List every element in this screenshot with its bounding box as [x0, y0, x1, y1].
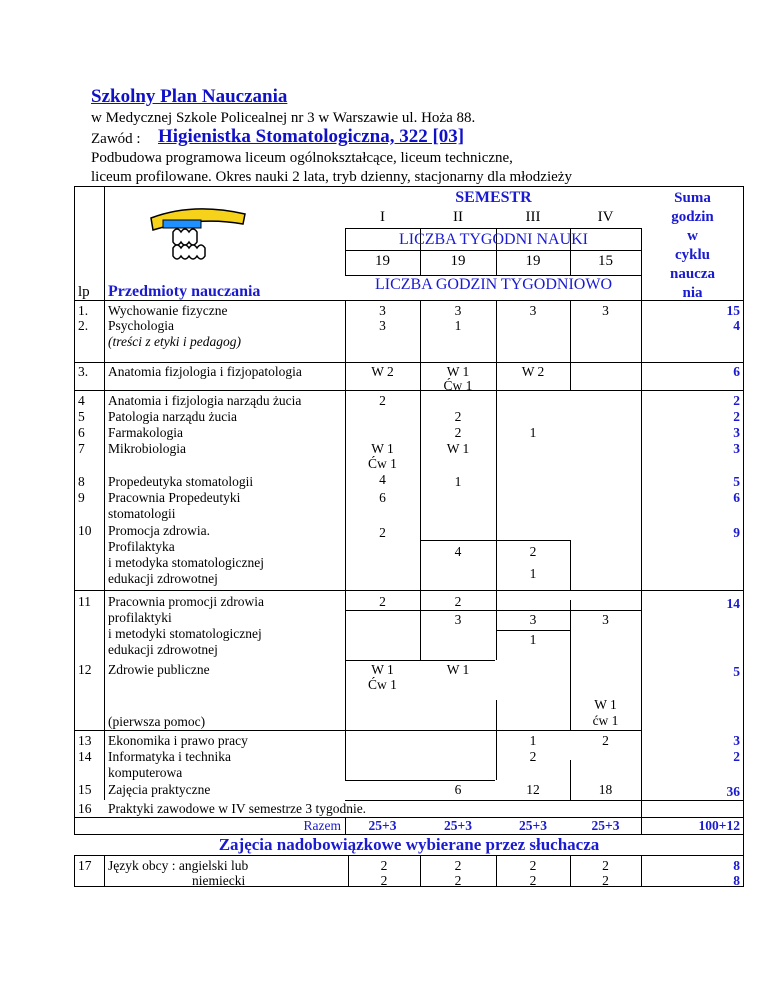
cell-sum: 3 — [733, 441, 740, 456]
subject-note: (treści z etyki i pedagog) — [108, 334, 241, 349]
cell-s1: W 1 — [371, 662, 394, 677]
lp-cell: 7 — [78, 441, 85, 456]
nadobowiazkowe-heading: Zajęcia nadobowiązkowe wybierane przez słuchacza — [218, 835, 600, 854]
subject-name: Anatomia i fizjologia narządu żucia — [108, 393, 302, 408]
subject-name: profilaktyki — [108, 610, 172, 625]
cell-s2: 2 — [454, 858, 462, 873]
subject-name: Mikrobiologia — [108, 441, 186, 456]
liczba-tygodni: LICZBA TYGODNI NAUKI — [398, 231, 589, 248]
razem-s1: 25+3 — [368, 818, 397, 833]
lp-header: lp — [78, 284, 90, 300]
lp-cell: 17 — [78, 858, 92, 873]
lp-cell: 13 — [78, 733, 92, 748]
subject-name: i metodyka stomatologicznej — [108, 555, 264, 570]
sem-2: II — [453, 209, 463, 225]
subject-name: Farmakologia — [108, 425, 183, 440]
tyg-4: 15 — [598, 253, 613, 269]
subject-name: Pracownia promocji zdrowia — [108, 594, 264, 609]
lp-cell: 5 — [78, 409, 85, 424]
cell-s1: Ćw 1 — [368, 456, 397, 471]
subject-name: Zajęcia praktyczne — [108, 782, 211, 797]
lp-cell: 3. — [78, 364, 89, 379]
cell-s3: 1 — [529, 632, 537, 647]
lp-cell: 16 — [78, 801, 92, 816]
cell-sum: 5 — [733, 474, 740, 489]
cell-sum: 36 — [726, 784, 740, 799]
cell-s3: 1 — [529, 566, 537, 581]
subject-name: niemiecki — [192, 873, 246, 888]
cell-sum: 6 — [733, 364, 740, 379]
sem-4: IV — [597, 209, 614, 225]
cell-s3: 12 — [526, 782, 540, 797]
cell-s4: 3 — [602, 303, 609, 318]
cell-s3: W 2 — [521, 364, 545, 379]
cell-sum: 8 — [733, 858, 740, 873]
cell-s2: 6 — [454, 782, 462, 797]
subject-name: Promocja zdrowia. — [108, 523, 210, 538]
zawod-label: Zawód : — [91, 131, 141, 147]
subject-name: Zdrowie publiczne — [108, 662, 210, 677]
subject-name: stomatologii — [108, 506, 176, 521]
cell-s1: W 2 — [371, 364, 394, 379]
subject-name: Ekonomika i prawo pracy — [108, 733, 248, 748]
cell-s3: 2 — [529, 544, 537, 559]
cell-sum: 4 — [733, 318, 740, 333]
przedmioty-header: Przedmioty nauczania — [108, 283, 261, 300]
cell-s1: 3 — [379, 303, 386, 318]
cell-sum: 8 — [733, 873, 740, 888]
podbudowa-line-1: Podbudowa programowa liceum ogólnokształcące, liceum techniczne, — [91, 150, 513, 166]
subject-name: edukacji zdrowotnej — [108, 642, 218, 657]
cell-s2: 3 — [454, 612, 462, 627]
lp-cell: 11 — [78, 594, 91, 609]
lp-cell: 15 — [78, 782, 92, 797]
cell-s2: W 1 — [446, 364, 470, 379]
cell-s4: 2 — [602, 858, 609, 873]
subject-name: Pracownia Propedeutyki — [108, 490, 241, 505]
cell-s3: 3 — [529, 612, 537, 627]
razem-sum: 100+12 — [698, 818, 740, 833]
cell-s4: 3 — [602, 612, 609, 627]
cell-s2: 2 — [454, 409, 462, 424]
page-title: Szkolny Plan Nauczania — [91, 86, 288, 107]
cell-s3: 3 — [529, 303, 537, 318]
subject-name: Język obcy : angielski lub — [108, 858, 249, 873]
subject-note: (pierwsza pomoc) — [108, 714, 206, 729]
lp-cell: 1. — [78, 303, 89, 318]
cell-sum: 15 — [726, 303, 740, 318]
subject-name: Wychowanie fizyczne — [108, 303, 228, 318]
subject-name: Psychologia — [108, 318, 174, 333]
lp-cell: 8 — [78, 474, 85, 489]
lp-cell: 2. — [78, 318, 89, 333]
cell-s3: 2 — [529, 858, 537, 873]
cell-s1: 2 — [379, 594, 386, 609]
cell-s4: W 1 — [594, 697, 617, 712]
subject-name: i metodyki stomatologicznej — [108, 626, 262, 641]
subject-name: Propedeutyka stomatologii — [108, 474, 254, 489]
cell-s2: 2 — [454, 594, 462, 609]
zawod-value: Higienistka Stomatologiczna, 322 [03] — [158, 126, 465, 147]
cell-s2: W 1 — [446, 662, 470, 677]
subject-name: edukacji zdrowotnej — [108, 571, 218, 586]
lp-cell: 10 — [78, 523, 92, 538]
cell-s4: 2 — [602, 733, 609, 748]
toothbrush-teeth-icon — [143, 200, 253, 270]
cell-sum: 2 — [733, 393, 740, 408]
lp-cell: 12 — [78, 662, 92, 677]
tyg-3: 19 — [525, 253, 541, 269]
cell-s4: 2 — [602, 873, 609, 888]
cell-s2: 4 — [454, 544, 462, 559]
cell-sum: 9 — [733, 525, 740, 540]
tyg-1: 19 — [375, 253, 390, 269]
subject-name: Profilaktyka — [108, 539, 175, 554]
cell-s4: ćw 1 — [592, 713, 619, 728]
cell-s1: 3 — [379, 318, 386, 333]
tyg-2: 19 — [450, 253, 466, 269]
razem-s2: 25+3 — [444, 818, 472, 833]
cell-s2: 1 — [454, 474, 462, 489]
lp-cell: 4 — [78, 393, 85, 408]
subject-name: komputerowa — [108, 765, 183, 780]
subject-name: Praktyki zawodowe w IV semestrze 3 tygodnie. — [108, 801, 367, 816]
lp-cell: 9 — [78, 490, 85, 505]
cell-s1: W 1 — [371, 441, 394, 456]
cell-s1: 4 — [379, 472, 386, 487]
cell-s2: 3 — [454, 303, 462, 318]
cell-s1: Ćw 1 — [368, 677, 397, 692]
subject-name: Patologia narządu żucia — [108, 409, 237, 424]
razem-label: Razem — [303, 818, 341, 833]
cell-sum: 14 — [726, 596, 740, 611]
cell-s2: Ćw 1 — [443, 378, 473, 393]
semestr-header: SEMESTR — [455, 189, 532, 206]
cell-sum: 2 — [733, 749, 740, 764]
subject-name: Anatomia fizjologia i fizjopatologia — [108, 364, 302, 379]
sem-3: III — [525, 209, 541, 225]
cell-s3: 1 — [529, 733, 537, 748]
cell-s1: 2 — [379, 525, 386, 540]
cell-s2: W 1 — [446, 441, 470, 456]
cell-s1: 6 — [379, 490, 386, 505]
cell-sum: 3 — [733, 425, 740, 440]
cell-s3: 1 — [529, 425, 537, 440]
subject-name: Informatyka i technika — [108, 749, 231, 764]
cell-s2: 1 — [454, 318, 462, 333]
lp-cell: 6 — [78, 425, 85, 440]
cell-s4: 18 — [598, 782, 613, 797]
cell-s3: 2 — [529, 749, 537, 764]
razem-s3: 25+3 — [519, 818, 547, 833]
cell-s1: 2 — [380, 858, 388, 873]
cell-sum: 6 — [733, 490, 740, 505]
sem-1: I — [380, 209, 385, 225]
school-line: w Medycznej Szkole Policealnej nr 3 w Warszawie ul. Hoża 88. — [91, 110, 476, 126]
podbudowa-line-2: liceum profilowane. Okres nauki 2 lata, tryb dzienny, stacjonarny dla młodzieży — [91, 169, 572, 185]
cell-s1: 2 — [379, 393, 386, 408]
cell-s1: 2 — [380, 873, 388, 888]
cell-sum: 3 — [733, 733, 740, 748]
cell-s2: 2 — [454, 873, 462, 888]
razem-s4: 25+3 — [591, 818, 620, 833]
cell-sum: 2 — [733, 409, 740, 424]
cell-s3: 2 — [529, 873, 537, 888]
suma-header: Suma godzin w cyklu naucza nia — [670, 190, 715, 301]
cell-s2: 2 — [454, 425, 462, 440]
liczba-godzin: LICZBA GODZIN TYGODNIOWO — [374, 276, 612, 293]
lp-cell: 14 — [78, 749, 92, 764]
cell-sum: 5 — [733, 664, 740, 679]
